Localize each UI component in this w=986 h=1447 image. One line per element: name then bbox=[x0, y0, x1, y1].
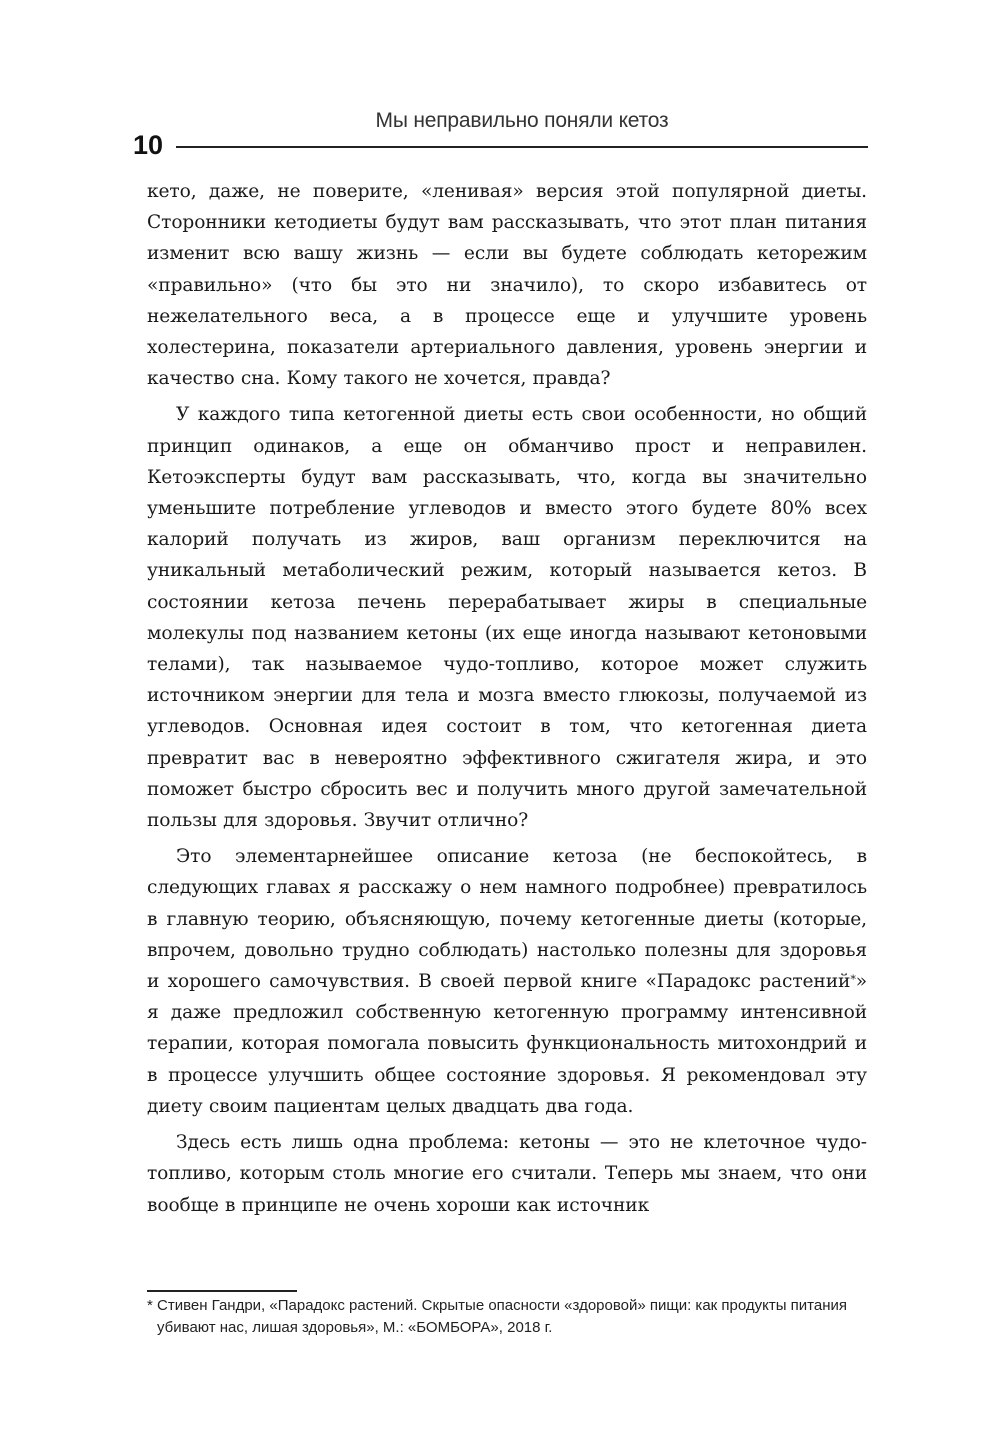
footnote-line-2: убивают нас, лишая здоровья», М.: «БОМБОРА», 2018 г. bbox=[157, 1319, 553, 1336]
footnote-rule bbox=[147, 1290, 297, 1292]
footnote-line-1: * Стивен Гандри, «Парадокс растений. Скрытые опасности «здоровой» пищи: как продукты питания bbox=[147, 1297, 848, 1314]
header-rule bbox=[176, 146, 868, 148]
footnote-reference-mark[interactable]: * bbox=[850, 973, 856, 987]
paragraph-4: Здесь есть лишь одна проблема: кетоны — это не клеточное чудо-топливо, которым столь многие его считали. Теперь мы знаем, что они вообще в принципе не очень хороши как источник bbox=[147, 1132, 867, 1216]
paragraph-3-part-2: » я даже предложил собственную кетогенную программу интенсивной терапии, которая помогала повысить функциональность митохондрий и в процессе улучшить общее состояние здоровья. Я рекомендовал эту диету своим пациентам целых двадцать два года. bbox=[147, 971, 867, 1117]
footnote bbox=[147, 1295, 867, 1339]
paragraph-2: У каждого типа кетогенной диеты есть свои особенности, но общий принцип одинаков, а еще он обманчиво прост и неправилен. Кетоэксперты будут вам рассказывать, что, когда вы значительно уменьшите потребление углеводов и вместо этого будете 80% всех калорий получать из жиров, ваш организм переключится на уникальный метаболический режим, который называется кетоз. В состоянии кетоза печень перерабатывает жиры в специальные молекулы под названием кетоны (их еще иногда называют кетоновыми телами), так называемое чудо-топливо, которое может служить источником энергии для тела и мозга вместо глюкозы, получаемой из углеводов. Основная идея состоит в том, что кетогенная диета превратит вас в невероятно эффективного сжигателя жира, и это поможет быстро сбросить вес и получить много другой замечательной пользы для здоровья. Звучит отлично? bbox=[147, 404, 867, 832]
body-text bbox=[147, 176, 867, 1221]
page-number: 10 bbox=[133, 130, 164, 160]
paragraph-1: кето, даже, не поверите, «ленивая» версия этой популярной диеты. Сторонники кетодиеты будут вам рассказывать, что этот план питания изменит всю вашу жизнь — если вы будете соблюдать кеторежим «правильно» (что бы это ни значило), то скоро избавитесь от нежелательного веса, а в процессе еще и улучшите уровень холестерина, показатели артериального давления, уровень энергии и качество сна. Кому такого не хочется, правда? bbox=[147, 181, 867, 390]
paragraph-3 bbox=[147, 841, 867, 1122]
paragraph-3-part-1: Это элементарнейшее описание кетоза (не беспокойтесь, в следующих главах я расскажу о нем намного подробнее) превратилось в главную теорию, объясняющую, почему кетогенные диеты (которые, впрочем, довольно трудно соблюдать) настолько полезны для здоровья и хорошего самочувствия. В своей первой книге «Парадокс растений bbox=[147, 846, 867, 993]
running-title: Мы неправильно поняли кетоз bbox=[375, 109, 669, 132]
